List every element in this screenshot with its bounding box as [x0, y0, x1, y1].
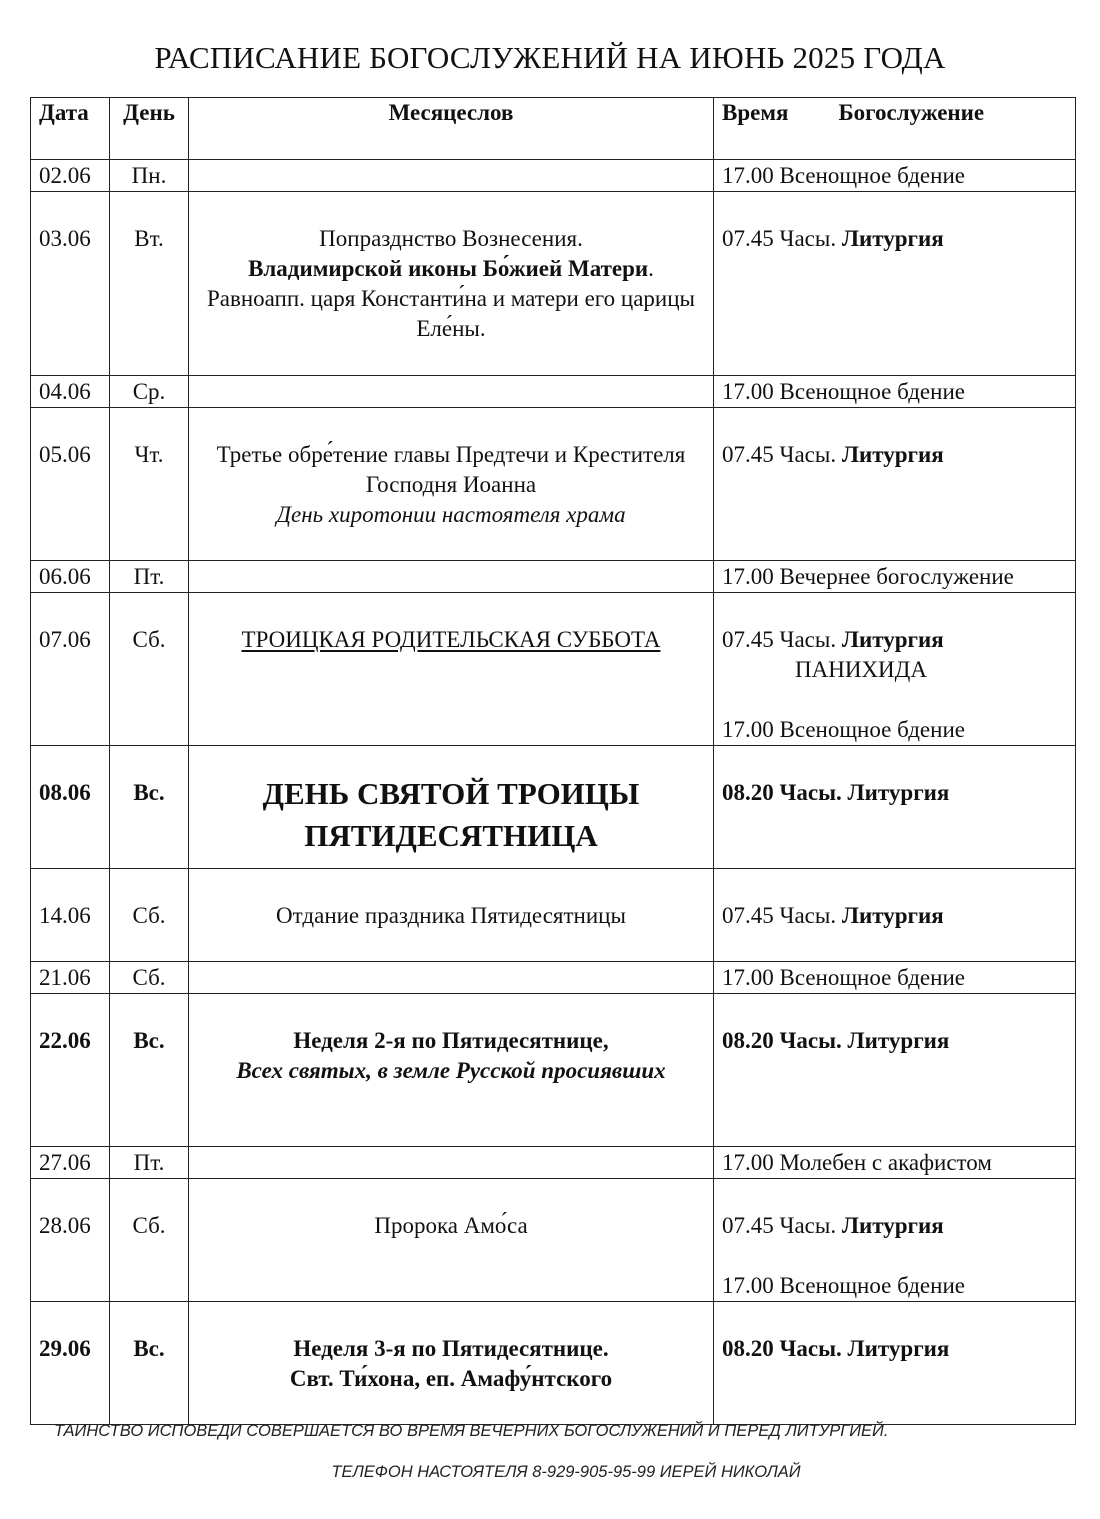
row-menologion [189, 593, 714, 746]
menologion-punct: . [648, 256, 654, 281]
menologion-line: Неделя 2-я по Пятидесятнице, [293, 1028, 609, 1053]
menologion-line: Третье обре́тение главы Предтечи и Крестителя Господня Иоанна [216, 442, 686, 497]
menologion-italic: День хиротонии настоятеля храма [276, 502, 626, 527]
service-line: 17.00 Всенощное бдение [722, 965, 965, 990]
table-row [31, 376, 1076, 408]
table-row [31, 1179, 1076, 1302]
service-evening: 17.00 Всенощное бдение [722, 717, 965, 742]
row-service [714, 746, 1076, 869]
row-menologion [189, 192, 714, 376]
row-service [714, 561, 1076, 593]
service-time: 07.45 Часы. [722, 627, 837, 652]
table-row [31, 408, 1076, 561]
service-liturgy: Литургия [841, 1213, 944, 1238]
row-date: 29.06 [31, 1302, 110, 1425]
row-service [714, 1302, 1076, 1425]
row-day: Чт. [110, 408, 189, 561]
row-menologion [189, 561, 714, 593]
menologion-line [197, 254, 705, 284]
service-time: 07.45 Часы. [722, 442, 837, 467]
menologion-bold: Владимирской иконы Бо́жией Матери [248, 256, 649, 281]
service-evening: 17.00 Всенощное бдение [722, 1273, 965, 1298]
service-line [722, 1211, 1067, 1241]
row-menologion: Пророка Амо́са [189, 1179, 714, 1302]
header-service-cell [714, 98, 1076, 160]
service-line: 08.20 Часы. Литургия [722, 1028, 950, 1053]
menologion-line: Равноапп. царя Константи́на и матери его царицы Еле́ны. [206, 286, 696, 341]
service-line: 08.20 Часы. Литургия [722, 1336, 950, 1361]
menologion-italic: Всех святых, в земле Русской просиявших [236, 1058, 666, 1083]
row-date: 22.06 [31, 994, 110, 1147]
row-day: Сб. [110, 1179, 189, 1302]
service-line [722, 224, 1067, 254]
row-date: 04.06 [31, 376, 110, 408]
menologion-line: Свт. Ти́хона, еп. Амафу́нтского [289, 1366, 613, 1391]
service-line: 17.00 Всенощное бдение [722, 163, 965, 188]
row-date: 21.06 [31, 962, 110, 994]
table-row [31, 994, 1076, 1147]
row-day: Сб. [110, 593, 189, 746]
row-service [714, 1179, 1076, 1302]
row-service [714, 192, 1076, 376]
row-menologion [189, 962, 714, 994]
service-panikhida: ПАНИХИДА [795, 657, 927, 682]
service-line: 08.20 Часы. Литургия [722, 780, 950, 805]
row-date: 06.06 [31, 561, 110, 593]
table-row [31, 160, 1076, 192]
service-line [722, 440, 1067, 470]
service-time: 07.45 Часы. [722, 1213, 837, 1238]
schedule-table [30, 97, 1076, 1425]
table-header-row [31, 98, 1076, 160]
table-row [31, 746, 1076, 869]
service-line: 17.00 Молебен с акафистом [722, 1150, 992, 1175]
table-row [31, 1302, 1076, 1425]
table-row [31, 561, 1076, 593]
row-date: 03.06 [31, 192, 110, 376]
row-menologion [189, 994, 714, 1147]
row-menologion [189, 1147, 714, 1179]
service-time: 07.45 Часы. [722, 903, 837, 928]
row-date: 02.06 [31, 160, 110, 192]
row-date: 28.06 [31, 1179, 110, 1302]
header-menologion: Месяцеслов [189, 98, 714, 160]
row-date: 08.06 [31, 746, 110, 869]
header-service: Богослужение [838, 100, 985, 125]
row-service [714, 160, 1076, 192]
footer-confession: ТАИНСТВО ИСПОВЕДИ СОВЕРШАЕТСЯ ВО ВРЕМЯ ВЕЧЕРНИХ БОГОСЛУЖЕНИЙ И ПЕРЕД ЛИТУРГИЕЙ. [54, 1422, 889, 1440]
row-day: Вс. [110, 1302, 189, 1425]
row-menologion [189, 408, 714, 561]
service-liturgy: Литургия [841, 442, 944, 467]
service-line: 17.00 Вечернее богослужение [722, 564, 1014, 589]
feast-title-line: ДЕНЬ СВЯТОЙ ТРОИЦЫ [262, 776, 640, 811]
row-service [714, 593, 1076, 746]
row-day: Сб. [110, 962, 189, 994]
table-row [31, 192, 1076, 376]
row-date: 14.06 [31, 869, 110, 962]
row-service [714, 376, 1076, 408]
row-menologion: Отдание праздника Пятидесятницы [189, 869, 714, 962]
service-time: 07.45 Часы. [722, 226, 837, 251]
row-day: Сб. [110, 869, 189, 962]
service-liturgy: Литургия [841, 903, 944, 928]
row-service [714, 1147, 1076, 1179]
table-row [31, 593, 1076, 746]
row-menologion [189, 746, 714, 869]
service-gap [722, 1241, 1067, 1271]
row-day: Ср. [110, 376, 189, 408]
row-day: Вс. [110, 746, 189, 869]
table-row [31, 962, 1076, 994]
menologion-line: Неделя 3-я по Пятидесятнице. [293, 1336, 609, 1361]
row-day: Пт. [110, 561, 189, 593]
footer-phone: ТЕЛЕФОН НАСТОЯТЕЛЯ 8-929-905-95-99 ИЕРЕЙ НИКОЛАЙ [331, 1463, 801, 1481]
row-service [714, 408, 1076, 561]
row-menologion [189, 160, 714, 192]
row-menologion [189, 376, 714, 408]
table-row [31, 869, 1076, 962]
service-liturgy: Литургия [841, 226, 944, 251]
service-liturgy: Литургия [841, 627, 944, 652]
header-date: Дата [31, 98, 110, 160]
row-day: Пт. [110, 1147, 189, 1179]
header-time: Время [722, 100, 789, 125]
row-date: 27.06 [31, 1147, 110, 1179]
feast-title-line: ПЯТИДЕСЯТНИЦА [304, 818, 598, 853]
menologion-line: Попразднство Вознесения. [319, 226, 583, 251]
row-day: Вт. [110, 192, 189, 376]
service-gap [722, 685, 1067, 715]
row-service [714, 869, 1076, 962]
service-line: 17.00 Всенощное бдение [722, 379, 965, 404]
row-service [714, 994, 1076, 1147]
row-service [714, 962, 1076, 994]
row-menologion [189, 1302, 714, 1425]
row-day: Вс. [110, 994, 189, 1147]
service-line [722, 625, 1067, 655]
row-date: 05.06 [31, 408, 110, 561]
header-day: День [110, 98, 189, 160]
table-row [31, 1147, 1076, 1179]
row-date: 07.06 [31, 593, 110, 746]
service-line [722, 901, 1067, 931]
row-day: Пн. [110, 160, 189, 192]
page-title: РАСПИСАНИЕ БОГОСЛУЖЕНИЙ НА ИЮНЬ 2025 ГОДА [154, 40, 946, 75]
menologion-underlined: ТРОИЦКАЯ РОДИТЕЛЬСКАЯ СУББОТА [241, 627, 661, 652]
